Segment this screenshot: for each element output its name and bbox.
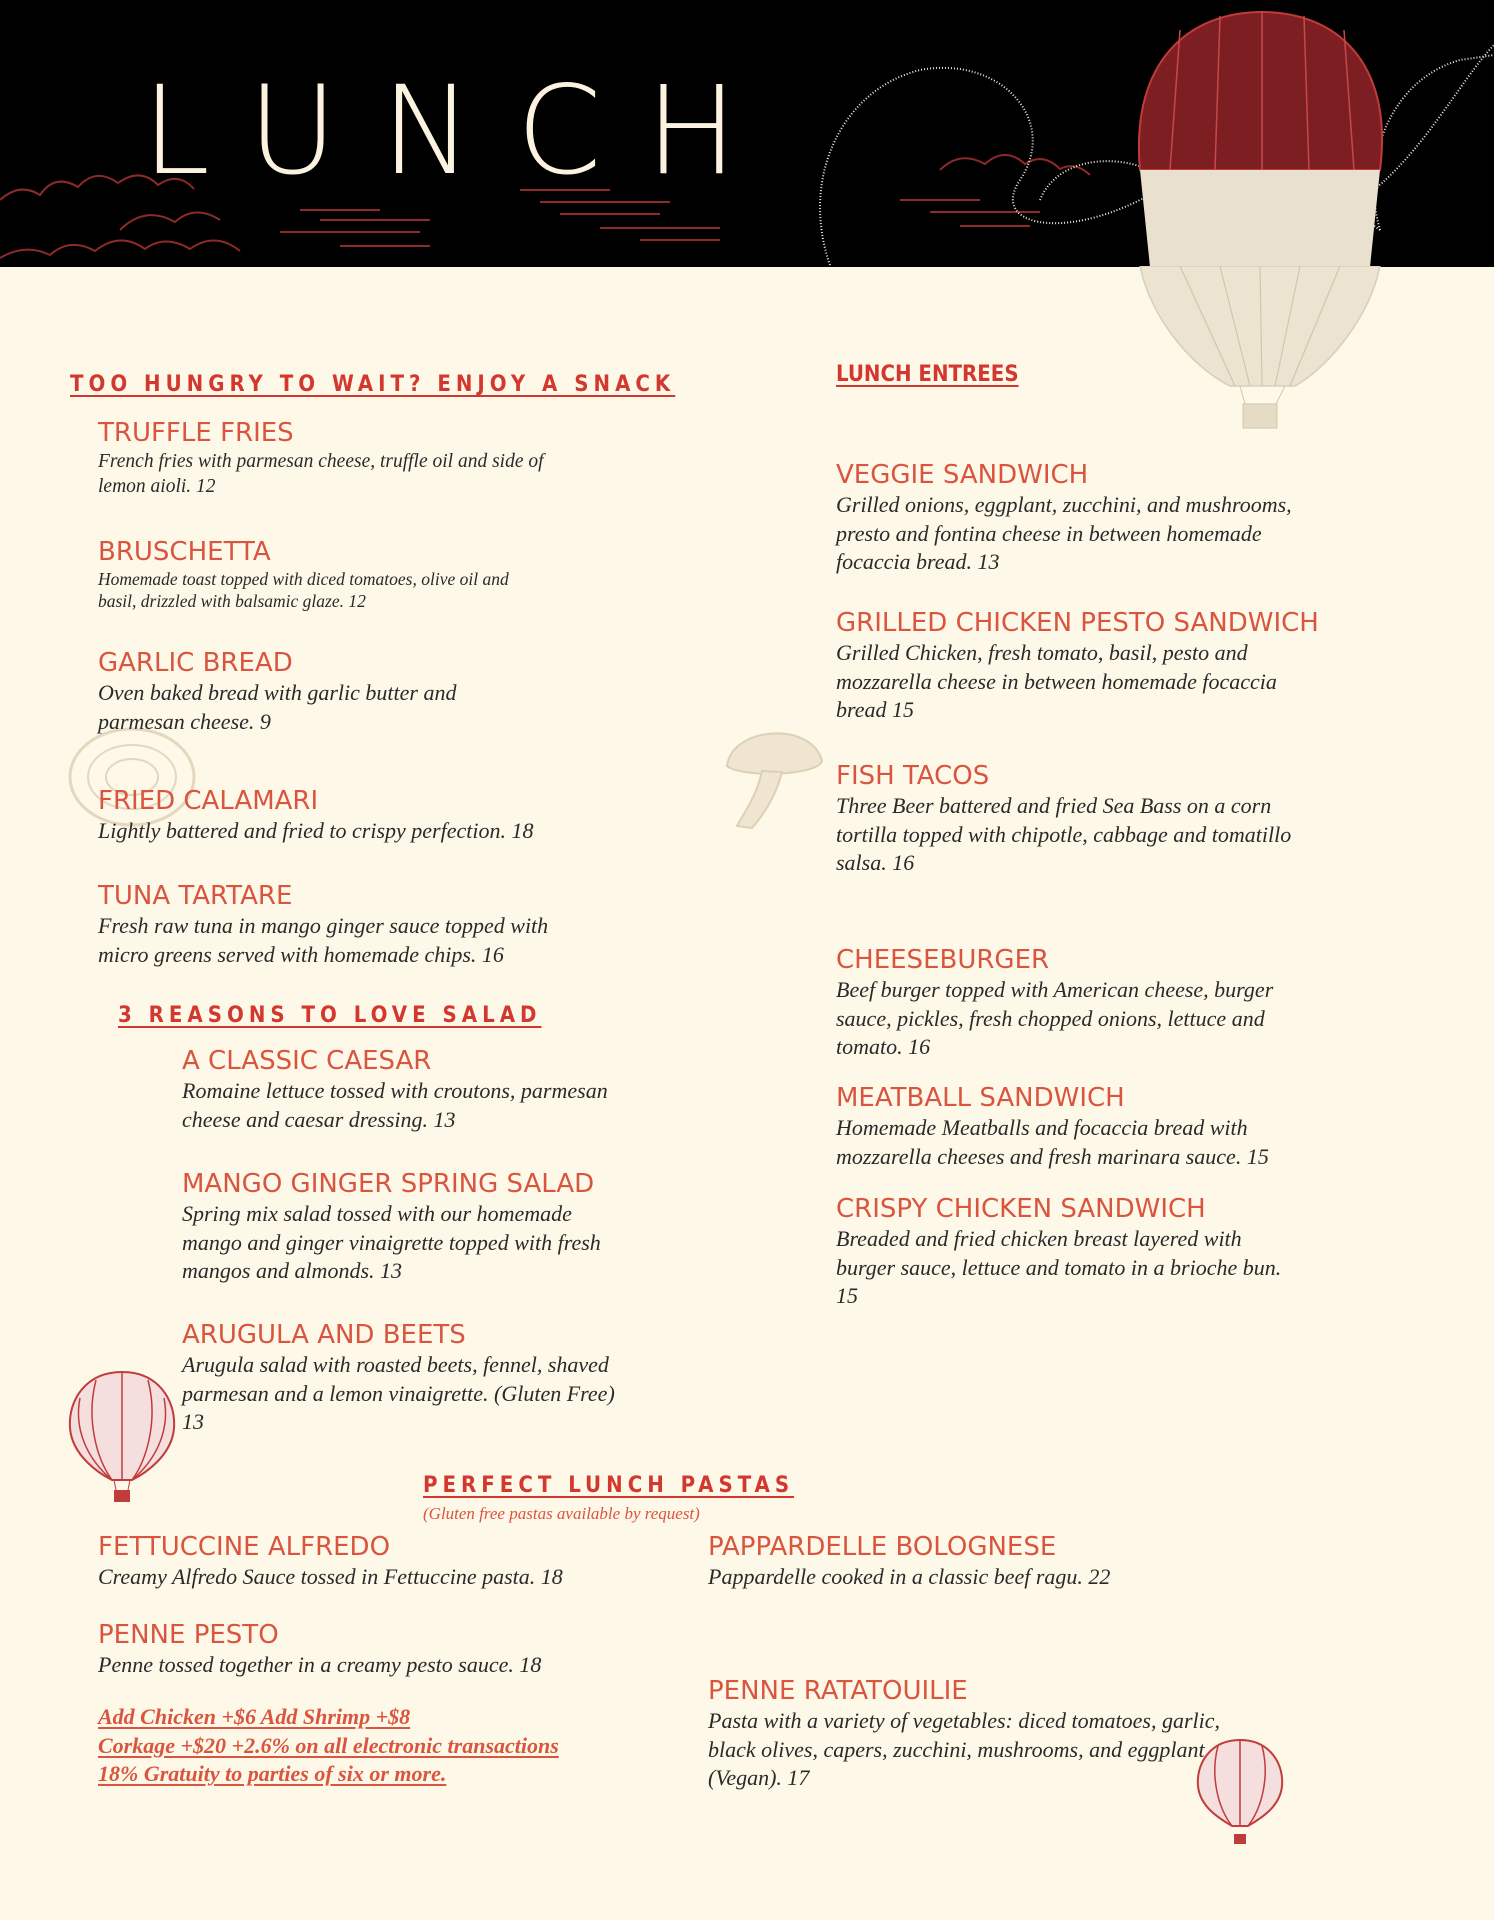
balloon-icon [1139,12,1382,267]
item-description: Spring mix salad tossed with our homemade mango and ginger vinaigrette topped with fresh mangos and almonds. 13 [182,1201,601,1283]
item-name: A CLASSIC CAESAR [182,1046,432,1076]
menu-item [182,1168,632,1286]
item-name: MEATBALL SANDWICH [836,1083,1125,1113]
item-description: Three Beer battered and fried Sea Bass on a corn tortilla topped with chipotle, cabbage and tomatillo salsa. 16 [836,793,1292,875]
item-description: Pasta with a variety of vegetables: diced tomatoes, garlic, black olives, capers, zucchini, mushrooms, and eggplant (Vegan). 17 [708,1708,1221,1790]
item-name: BRUSCHETTA [98,537,271,567]
mushroom-icon [722,716,832,836]
item-description: French fries with parmesan cheese, truffle oil and side of lemon aioli. 12 [98,451,544,497]
menu-item [98,647,518,736]
gluten-free-note: (Gluten free pastas available by request) [423,1504,700,1523]
fine-print-corkage: Corkage +$20 +2.6% on all electronic transactions [98,1732,559,1758]
menu-item [708,1675,1268,1793]
menu-item [98,1619,718,1680]
fine-print [98,1703,559,1789]
section-heading-salads: 3 REASONS TO LOVE SALAD [118,1003,542,1028]
item-name: MANGO GINGER SPRING SALAD [182,1169,595,1199]
menu-item [836,760,1306,878]
item-name: ARUGULA AND BEETS [182,1320,466,1350]
item-description: Homemade toast topped with diced tomatoes, olive oil and basil, drizzled with balsamic glaze. 12 [98,569,509,611]
item-name: FETTUCCINE ALFREDO [98,1532,391,1562]
item-description: Penne tossed together in a creamy pesto sauce. 18 [98,1652,542,1677]
menu-item [98,536,528,612]
item-description: Beef burger topped with American cheese, burger sauce, pickles, fresh chopped onions, lettuce and tomato. 16 [836,977,1274,1059]
fine-print-addons: Add Chicken +$6 Add Shrimp +$8 [98,1704,411,1729]
item-description: Romaine lettuce tossed with croutons, parmesan cheese and caesar dressing. 13 [182,1078,608,1132]
menu-item [836,944,1306,1062]
item-name: PENNE RATATOUILIE [708,1676,968,1706]
balloon-basket-illustration [1130,266,1390,436]
item-name: GRILLED CHICKEN PESTO SANDWICH [836,608,1319,638]
fine-print-gratuity: 18% Gratuity to parties of six or more. [98,1761,447,1786]
page-title: LUNCH [142,60,782,202]
menu-item [708,1531,1268,1592]
item-description: Pappardelle cooked in a classic beef ragu. 22 [708,1564,1111,1589]
item-name: CHEESEBURGER [836,945,1050,975]
item-description: Breaded and fried chicken breast layered with burger sauce, lettuce and tomato in a brioche bun. 15 [836,1226,1282,1308]
item-name: FRIED CALAMARI [98,786,319,816]
item-name: GARLIC BREAD [98,648,293,678]
menu-item [836,1193,1296,1311]
item-name: TUNA TARTARE [98,881,293,911]
item-name: PENNE PESTO [98,1620,279,1650]
menu-item [836,1082,1336,1171]
item-description: Oven baked bread with garlic butter and parmesan cheese. 9 [98,680,457,734]
item-name: VEGGIE SANDWICH [836,460,1089,490]
item-name: TRUFFLE FRIES [98,418,294,448]
item-name: CRISPY CHICKEN SANDWICH [836,1194,1206,1224]
item-description: Grilled onions, eggplant, zucchini, and mushrooms, presto and fontina cheese in between homemade focaccia bread. 13 [836,492,1292,574]
menu-item [98,417,558,499]
menu-item [836,459,1296,577]
menu-item [836,607,1319,725]
balloon-icon [66,1368,178,1508]
header-banner [0,0,1494,267]
section-heading-pastas: PERFECT LUNCH PASTAS [423,1473,795,1498]
menu-item [98,880,568,969]
item-description: Arugula salad with roasted beets, fennel, shaved parmesan and a lemon vinaigrette. (Gluten Free) 13 [182,1352,615,1434]
menu-item [182,1319,642,1437]
section-heading-snacks: TOO HUNGRY TO WAIT? ENJOY A SNACK [70,372,676,397]
menu-item [182,1045,652,1134]
menu-item [98,785,598,846]
item-name: PAPPARDELLE BOLOGNESE [708,1532,1057,1562]
section-heading-entrees: LUNCH ENTREES [836,362,1019,387]
item-description: Creamy Alfredo Sauce tossed in Fettuccine pasta. 18 [98,1564,563,1589]
item-description: Lightly battered and fried to crispy perfection. 18 [98,818,534,843]
menu-item [98,1531,718,1592]
item-name: FISH TACOS [836,761,990,791]
item-description: Grilled Chicken, fresh tomato, basil, pesto and mozzarella cheese in between homemade focaccia bread 15 [836,640,1277,722]
item-description: Homemade Meatballs and focaccia bread with mozzarella cheeses and fresh marinara sauce. 15 [836,1115,1269,1169]
item-description: Fresh raw tuna in mango ginger sauce topped with micro greens served with homemade chips. 16 [98,913,549,967]
